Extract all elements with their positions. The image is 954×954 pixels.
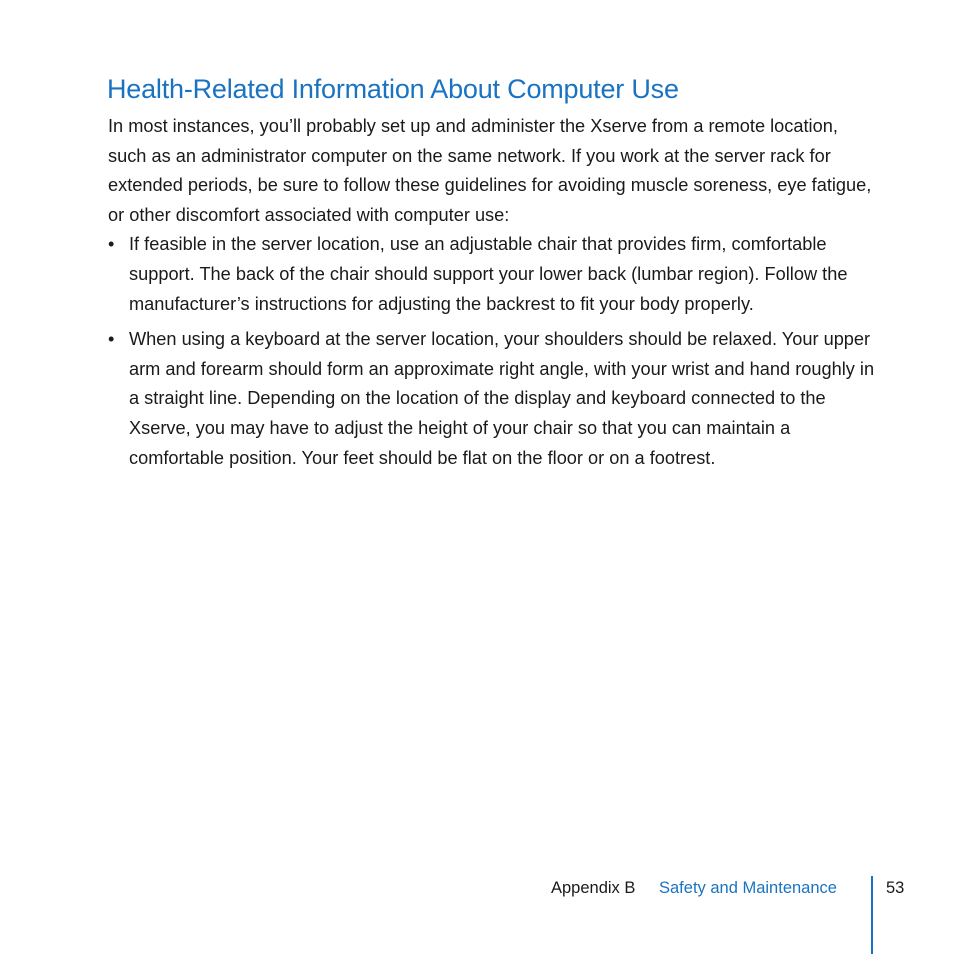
page-title: Health-Related Information About Computer Use [107,74,679,104]
bullet-icon: • [108,329,115,350]
page-number: 53 [886,879,905,897]
guidelines-list [108,230,878,473]
body-content [108,112,878,473]
list-item [108,230,878,319]
footer-divider [871,876,873,954]
footer-chapter: Appendix B [551,879,636,897]
bullet-icon: • [108,234,115,255]
footer-section-title: Safety and Maintenance [659,879,837,897]
list-item-text: If feasible in the server location, use an adjustable chair that provides firm, comfortable support. The back of the chair should support your lower back (lumbar region). Follow the manufacturer’s instructions for adjusting the backrest to fit your body properly. [129,234,848,314]
list-item [108,325,878,473]
intro-paragraph: In most instances, you’ll probably set up and administer the Xserve from a remote location, such as an administrator computer on the same network. If you work at the server rack for extended periods, be sure to follow these guidelines for avoiding muscle soreness, eye fatigue, or other discomfort associated with computer use: [108,116,872,225]
list-item-text: When using a keyboard at the server location, your shoulders should be relaxed. Your upper arm and forearm should form an approximate right angle, with your wrist and hand roughly in a straight line. Depending on the location of the display and keyboard connected to the Xserve, you may have to adjust the height of your chair so that you can maintain a comfortable position. Your feet should be flat on the floor or on a footrest. [129,329,875,468]
